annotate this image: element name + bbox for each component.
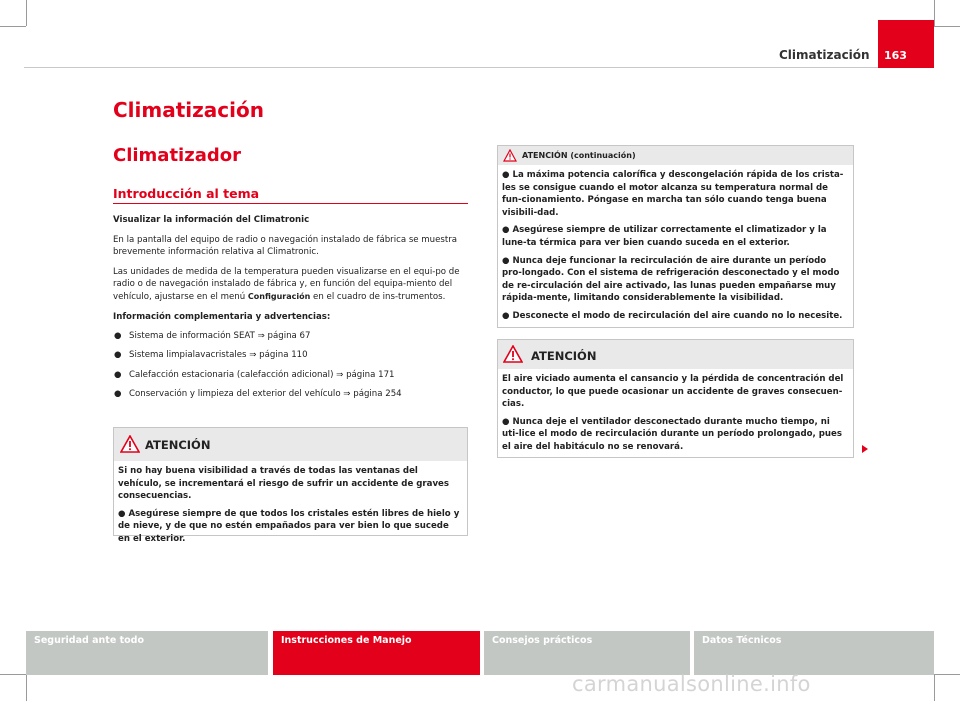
topic-subheading: Visualizar la información del Climatronic xyxy=(113,215,310,225)
footer-tab-consejos[interactable] xyxy=(484,631,690,675)
warning-box xyxy=(497,339,854,458)
warning-triangle-icon xyxy=(120,435,140,453)
paragraph: En la pantalla del equipo de radio o navegación instalado de fábrica se muestra brevemente información relativa al Climatronic. xyxy=(113,234,458,258)
footer-tab-seguridad[interactable] xyxy=(26,631,268,675)
left-column xyxy=(113,214,471,407)
info-heading: Información complementaria y advertencias: xyxy=(113,311,331,322)
header-rule xyxy=(24,67,934,68)
paragraph-text: en el cuadro de ins-trumentos. xyxy=(310,291,446,302)
crop-mark xyxy=(0,26,26,27)
footer-tab-label: Consejos prácticos xyxy=(492,635,593,646)
crop-mark xyxy=(934,0,935,26)
warning-body xyxy=(498,165,853,327)
paragraph-text: Las unidades de medida de la temperatura pueden visualizarse en el equi-po de radio o de navegación instalado de fábrica y, en función del equipa-miento del vehículo, ajustarse en el menú xyxy=(113,266,460,302)
warning-title: ATENCIÓN (continuación) xyxy=(522,151,636,160)
crop-mark xyxy=(0,674,26,675)
footer-tab-instrucciones[interactable] xyxy=(273,631,480,675)
crop-mark xyxy=(934,674,960,675)
list-item xyxy=(113,330,471,343)
running-header-title: Climatización xyxy=(779,48,870,62)
warning-box-header xyxy=(498,146,853,165)
subsection-rule xyxy=(113,203,468,204)
watermark: carmanualsonline.info xyxy=(572,672,811,696)
reference-link[interactable]: Calefacción estacionaria (calefacción adicional) ⇒ página 171 xyxy=(129,369,395,380)
bullet-icon: ● xyxy=(114,369,122,380)
warning-body xyxy=(498,369,853,458)
crop-mark xyxy=(26,675,27,701)
footer-tab-label: Seguridad ante todo xyxy=(34,635,144,646)
footer-tab-datos[interactable] xyxy=(694,631,934,675)
reference-list xyxy=(113,330,471,400)
bullet-icon: ● xyxy=(114,350,122,361)
warning-text: ● Nunca deje el ventilador desconectado durante mucho tiempo, ni uti-lice el modo de recirculación durante un período prolongado, pues el aire del habitáculo no se renovará. xyxy=(502,416,842,452)
reference-link[interactable]: Conservación y limpieza del exterior del vehículo ⇒ página 254 xyxy=(129,388,402,399)
chapter-title: Climatización xyxy=(113,98,264,122)
warning-triangle-icon xyxy=(503,149,517,162)
warning-text: El aire viciado aumenta el cansancio y la pérdida de concentración del conductor, lo que puede ocasionar un accidente de graves consecuen-cias. xyxy=(502,374,844,410)
warning-text: ● Desconecte el modo de recirculación del aire cuando no lo necesite. xyxy=(502,310,843,321)
crop-mark xyxy=(934,26,960,27)
reference-link[interactable]: Sistema limpialavacristales ⇒ página 110 xyxy=(129,350,308,361)
section-title: Climatizador xyxy=(113,145,241,166)
paragraph xyxy=(113,266,471,304)
page-number: 163 xyxy=(884,49,907,62)
bullet-icon: ● xyxy=(114,331,122,342)
warning-text: ● Asegúrese siempre de utilizar correctamente el climatizador y la lune-ta térmica para ver bien cuando suceda en el exterior. xyxy=(502,225,827,248)
crop-mark xyxy=(934,675,935,701)
continue-arrow-icon xyxy=(862,445,868,453)
warning-body xyxy=(114,461,467,550)
warning-box-header xyxy=(114,428,467,461)
menu-keyword: Configuración xyxy=(247,291,311,301)
list-item xyxy=(113,388,471,401)
reference-link[interactable]: Sistema de información SEAT ⇒ página 67 xyxy=(129,331,311,342)
warning-text: Si no hay buena visibilidad a través de todas las ventanas del vehículo, se incrementará el riesgo de sufrir un accidente de graves consecuencias. xyxy=(118,466,450,502)
warning-triangle-icon xyxy=(503,345,523,363)
warning-text: ● Asegúrese siempre de que todos los cristales estén libres de hielo y de nieve, y de que no estén empañados para ver bien lo que sucede en el exterior. xyxy=(118,508,460,544)
bullet-icon: ● xyxy=(114,388,122,399)
warning-text: ● La máxima potencia calorífica y descongelación rápida de los crista-les se consigue cuando el motor alcanza su temperatura normal de fun-cionamiento. Póngase en marcha tan sólo cuando tenga buena visibili-dad. xyxy=(502,170,844,218)
footer-tab-label: Datos Técnicos xyxy=(702,635,782,646)
list-item xyxy=(113,349,471,362)
list-item xyxy=(113,369,471,382)
warning-box xyxy=(113,427,468,544)
warning-box-header xyxy=(498,340,853,369)
crop-mark xyxy=(26,0,27,26)
subsection-title: Introducción al tema xyxy=(113,186,260,201)
footer-tab-label: Instrucciones de Manejo xyxy=(281,635,412,646)
warning-title: ATENCIÓN xyxy=(145,438,211,452)
warning-box-continued xyxy=(497,145,854,328)
warning-title: ATENCIÓN xyxy=(531,349,597,363)
warning-text: ● Nunca deje funcionar la recirculación de aire durante un período pro-longado. Con el sistema de refrigeración desconectado y el modo de re-circulación del aire activado, las lunas pueden empañarse muy rápida-mente, limitando considerablemente la visibilidad. xyxy=(502,255,840,304)
page-number-badge xyxy=(878,20,934,68)
